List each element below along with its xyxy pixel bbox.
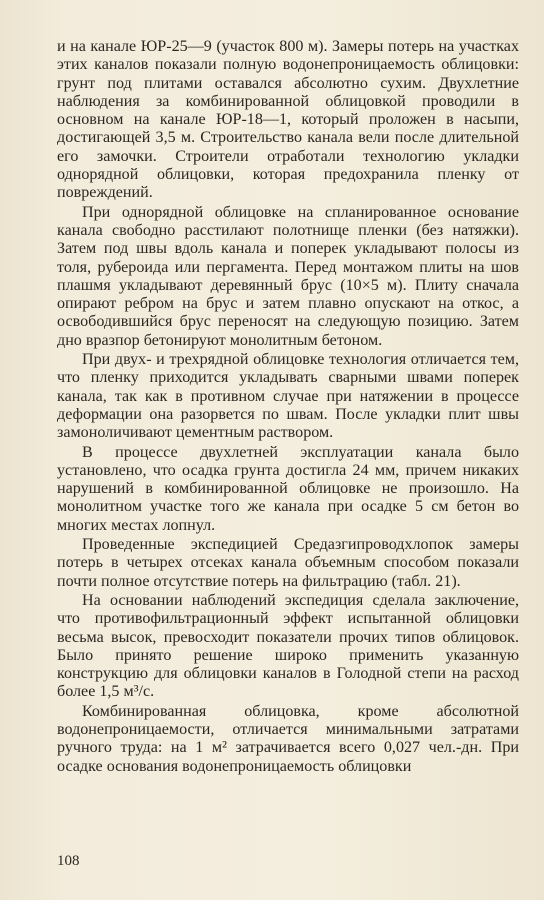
paragraph-7: Комбинированная облицовка, кроме абсолютной водонепроницаемости, отличается минимальными затратами ручного труда: на 1 м² затрачивается всего 0,027 чел.-дн. При осадке основания водонепроницаемость облицовки [57, 702, 519, 775]
paragraph-3: При двух- и трехрядной облицовке технология отличается тем, что пленку приходится укладывать сварными швами поперек канала, так как в противном случае при натяжении в процессе деформации она разорвется по швам. После укладки плит швы замоноличивают цементным раствором. [57, 351, 519, 442]
paragraph-5: Проведенные экспедицией Средазгипроводхлопок замеры потерь в четырех отсеках канала объемным способом показали почти полное отсутствие потерь на фильтрацию (табл. 21). [57, 536, 519, 590]
body-text [57, 38, 519, 776]
page-number: 108 [57, 853, 80, 869]
paragraph-4: В процессе двухлетней эксплуатации канала было установлено, что осадка грунта достигла 24 мм, причем никаких нарушений в комбинированной облицовке не произошло. На монолитном участке того же канала при осадке 5 см бетон во многих местах лопнул. [57, 443, 519, 534]
paragraph-2: При однорядной облицовке на спланированное основание канала свободно расстилают полотнище пленки (без натяжки). Затем под швы вдоль канала и поперек укладывают полосы из толя, рубероида или пергамента. Перед монтажом плиты на шов плашмя укладывают деревянный брус (10×5 м). Плиту сначала опирают ребром на брус и затем плавно опускают на откос, а освободившийся брус переносят на следующую позицию. Затем дно вразпор бетонируют монолитным бетоном. [57, 203, 519, 349]
paragraph-1: и на канале ЮР-25—9 (участок 800 м). Замеры потерь на участках этих каналов показали полную водонепроницаемость облицовки: грунт под плитами оставался абсолютно сухим. Двухлетние наблюдения за комбинированной облицовкой проводили в основном на канале ЮР-18—1, который проложен в насыпи, достигающей 3,5 м. Строительство канала вели после длительной его замочки. Строители отработали технологию укладки однорядной облицовки, которая предохранила пленку от повреждений. [57, 38, 519, 202]
paragraph-6: На основании наблюдений экспедиция сделала заключение, что противофильтрационный эффект испытанной облицовки весьма высок, превосходит показатели прочих типов облицовок. Было принято решение широко применить указанную конструкцию для облицовки каналов в Голодной степи на расход более 1,5 м³/с. [57, 591, 519, 701]
